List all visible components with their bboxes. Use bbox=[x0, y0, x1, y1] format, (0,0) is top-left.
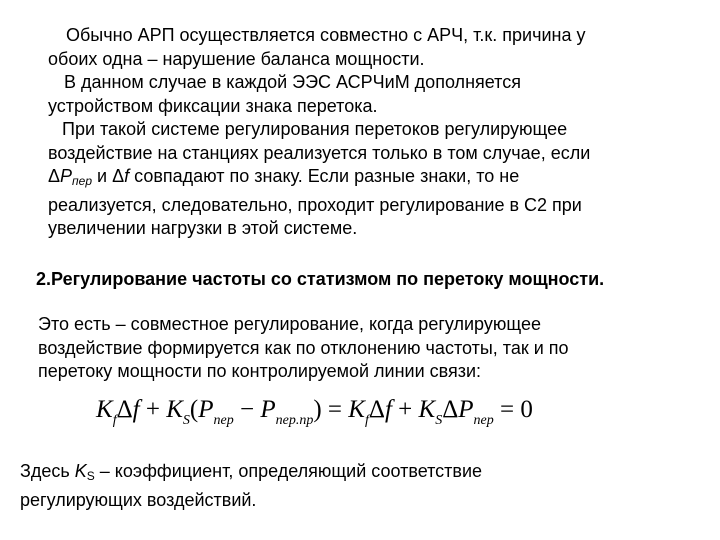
definition-paragraph bbox=[38, 313, 569, 384]
delta-symbol: Δ bbox=[442, 396, 459, 423]
definition-line-1: Это есть – совместное регулирование, когда регулирующее bbox=[38, 314, 541, 334]
coefficient-subscript: f bbox=[112, 413, 117, 428]
coefficient-k: K bbox=[74, 461, 87, 481]
delta-symbol: Δ bbox=[116, 396, 133, 423]
coefficient-subscript: S bbox=[182, 413, 190, 428]
coefficient-k: K bbox=[418, 396, 436, 423]
intro-line-3: В данном случае в каждой ЭЭС АСРЧиМ дополняется bbox=[64, 72, 521, 92]
section-heading: 2.Регулирование частоты со статизмом по перетоку мощности. bbox=[36, 269, 605, 289]
coefficient-k: K bbox=[348, 396, 365, 423]
delta-symbol: Δ bbox=[368, 396, 385, 423]
definition-line-2: воздействие формируется как по отклонению частоты, так и по bbox=[38, 337, 569, 358]
note-line-2: регулирующих воздействий. bbox=[20, 489, 257, 510]
power-subscript: пер bbox=[72, 174, 92, 188]
power-subscript: пер bbox=[213, 413, 234, 428]
intro-line-6: воздействие на станциях реализуется только в том случае, если bbox=[48, 142, 591, 163]
intro-paragraph bbox=[48, 24, 590, 241]
intro-line-4: устройством фиксации знака перетока. bbox=[48, 95, 378, 116]
conjunction-text: и bbox=[92, 166, 113, 186]
operator: ) = bbox=[313, 396, 349, 423]
note-line-1 bbox=[20, 460, 482, 489]
intro-line-1: Обычно АРП осуществляется совместно с АРЧ, т.к. причина у bbox=[66, 25, 586, 45]
frequency-symbol: f bbox=[132, 396, 140, 423]
note-prefix: Здесь bbox=[20, 461, 75, 481]
control-equation bbox=[96, 392, 533, 439]
coefficient-k: K bbox=[96, 396, 113, 423]
operator: + bbox=[391, 396, 419, 423]
frequency-symbol: f bbox=[384, 396, 392, 423]
power-subscript: пер.пр bbox=[275, 413, 314, 428]
intro-line-2: обоих одна – нарушение баланса мощности. bbox=[48, 48, 425, 69]
intro-line-8: реализуется, следовательно, проходит регулирование в С2 при bbox=[48, 194, 582, 215]
intro-line-9: увеличении нагрузки в этой системе. bbox=[48, 218, 358, 238]
parenthesis: ( bbox=[189, 396, 199, 423]
note-line-1-rest: – коэффициент, определяющий соответствие bbox=[94, 461, 483, 481]
frequency-symbol: f bbox=[124, 166, 130, 186]
power-subscript: пер bbox=[473, 413, 494, 428]
operator: = 0 bbox=[493, 396, 533, 423]
power-symbol: P bbox=[60, 166, 73, 186]
power-symbol: P bbox=[198, 396, 214, 423]
operator: − bbox=[233, 396, 261, 423]
delta-symbol: Δ bbox=[112, 166, 125, 186]
coefficient-subscript: S bbox=[86, 469, 95, 483]
coefficient-note bbox=[20, 460, 482, 512]
intro-line-5: При такой системе регулирования перетоков регулирующее bbox=[62, 119, 568, 139]
delta-symbol: Δ bbox=[48, 166, 61, 186]
operator: + bbox=[139, 396, 167, 423]
power-symbol: P bbox=[260, 396, 276, 423]
coefficient-k: K bbox=[166, 396, 183, 423]
definition-line-3: перетоку мощности по контролируемой линии связи: bbox=[38, 361, 482, 381]
intro-line-7-rest: совпадают по знаку. Если разные знаки, то не bbox=[129, 166, 520, 186]
coefficient-subscript: S bbox=[435, 413, 443, 428]
power-symbol: P bbox=[458, 396, 474, 423]
intro-line-7 bbox=[48, 165, 590, 194]
coefficient-subscript: f bbox=[364, 413, 369, 428]
